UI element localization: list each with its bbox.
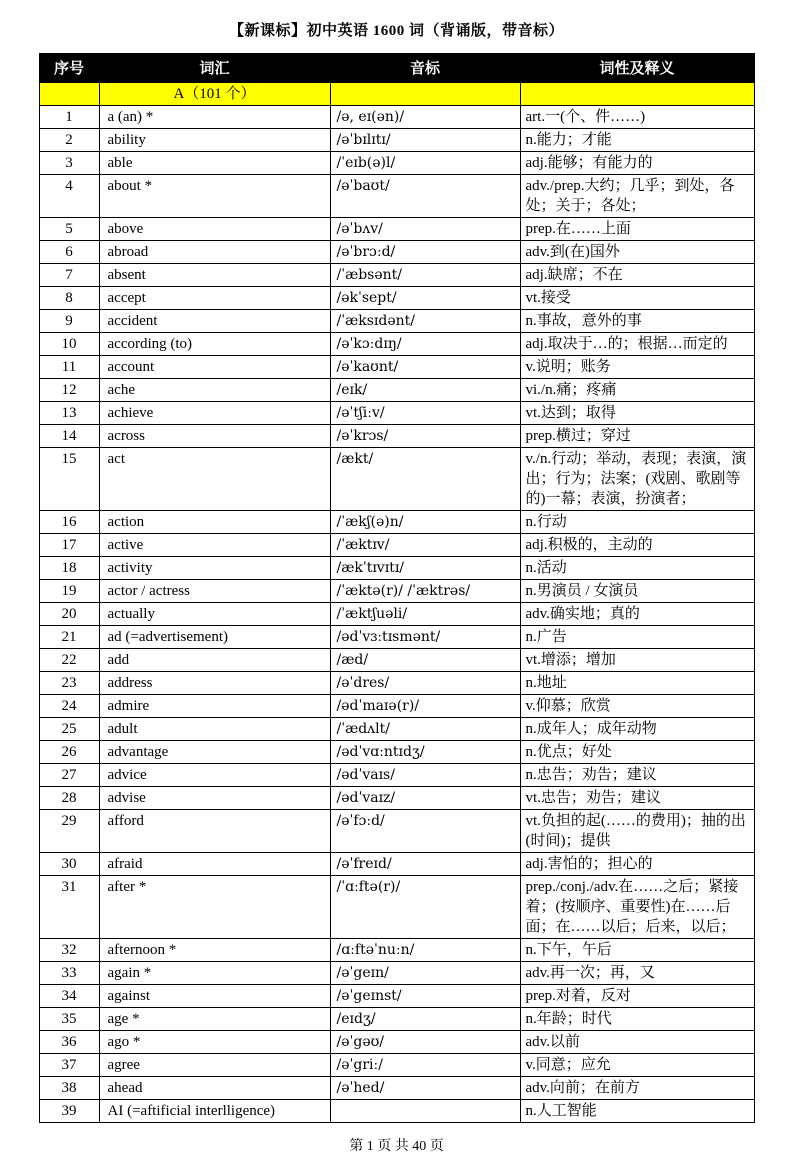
table-row — [39, 448, 754, 511]
cell-no: 21 — [39, 626, 99, 649]
section-label: A（101 个） — [99, 83, 330, 106]
cell-word: activity — [99, 557, 330, 580]
cell-meaning: n.行动 — [520, 511, 754, 534]
cell-no: 8 — [39, 287, 99, 310]
cell-phonetic: /əkˈsept/ — [330, 287, 520, 310]
cell-meaning: adj.缺席；不在 — [520, 264, 754, 287]
cell-phonetic: /əˈfɔːd/ — [330, 810, 520, 853]
cell-no: 32 — [39, 939, 99, 962]
cell-no: 12 — [39, 379, 99, 402]
cell-meaning: prep.在……上面 — [520, 218, 754, 241]
cell-meaning: n.活动 — [520, 557, 754, 580]
cell-meaning: n.能力；才能 — [520, 129, 754, 152]
cell-word: afternoon * — [99, 939, 330, 962]
cell-meaning: vt.达到；取得 — [520, 402, 754, 425]
table-row — [39, 218, 754, 241]
cell-word: admire — [99, 695, 330, 718]
header-cell-word: 词汇 — [99, 54, 330, 83]
table-row — [39, 534, 754, 557]
cell-no: 14 — [39, 425, 99, 448]
cell-no: 18 — [39, 557, 99, 580]
cell-meaning: prep.对着，反对 — [520, 985, 754, 1008]
table-row — [39, 1054, 754, 1077]
cell-word: ad (=advertisement) — [99, 626, 330, 649]
table-row — [39, 175, 754, 218]
cell-meaning: n.下午，午后 — [520, 939, 754, 962]
cell-meaning: n.男演员 / 女演员 — [520, 580, 754, 603]
cell-no: 26 — [39, 741, 99, 764]
cell-meaning: prep./conj./adv.在……之后；紧接着；(按顺序、重要性)在……后面；在……以后；后来，以后； — [520, 876, 754, 939]
table-row — [39, 741, 754, 764]
cell-word: again * — [99, 962, 330, 985]
cell-meaning: v.说明；账务 — [520, 356, 754, 379]
cell-word: actually — [99, 603, 330, 626]
cell-meaning: adv./prep.大约；几乎；到处，各处；关于；各处； — [520, 175, 754, 218]
cell-word: about * — [99, 175, 330, 218]
cell-phonetic: /əˈkaʊnt/ — [330, 356, 520, 379]
cell-word: age * — [99, 1008, 330, 1031]
table-row — [39, 764, 754, 787]
cell-phonetic: /ˈæktʃuəli/ — [330, 603, 520, 626]
cell-word: able — [99, 152, 330, 175]
cell-no: 25 — [39, 718, 99, 741]
header-cell-phonetic: 音标 — [330, 54, 520, 83]
cell-phonetic: /əˈbrɔːd/ — [330, 241, 520, 264]
table-row — [39, 129, 754, 152]
cell-no: 4 — [39, 175, 99, 218]
cell-word: afraid — [99, 853, 330, 876]
cell-meaning: adv.再一次；再，又 — [520, 962, 754, 985]
cell-phonetic: /ækt/ — [330, 448, 520, 511]
cell-word: afford — [99, 810, 330, 853]
cell-no: 29 — [39, 810, 99, 853]
table-row — [39, 810, 754, 853]
table-row — [39, 787, 754, 810]
cell-phonetic: /ədˈmaɪə(r)/ — [330, 695, 520, 718]
cell-meaning: n.地址 — [520, 672, 754, 695]
cell-word: advise — [99, 787, 330, 810]
cell-phonetic: /əˈbɪlɪtɪ/ — [330, 129, 520, 152]
cell-word: advantage — [99, 741, 330, 764]
cell-phonetic: /əˈkrɔs/ — [330, 425, 520, 448]
cell-phonetic: /ˈædʌlt/ — [330, 718, 520, 741]
cell-no: 5 — [39, 218, 99, 241]
cell-word: address — [99, 672, 330, 695]
cell-meaning: adv.以前 — [520, 1031, 754, 1054]
cell-no: 23 — [39, 672, 99, 695]
cell-phonetic: /ˈeɪb(ə)l/ — [330, 152, 520, 175]
cell-word: act — [99, 448, 330, 511]
cell-phonetic: /əˈgriː/ — [330, 1054, 520, 1077]
table-row — [39, 580, 754, 603]
table-row — [39, 718, 754, 741]
table-row — [39, 152, 754, 175]
cell-meaning: n.人工智能 — [520, 1100, 754, 1123]
cell-no: 36 — [39, 1031, 99, 1054]
table-row — [39, 379, 754, 402]
word-table-body — [39, 106, 754, 1123]
cell-meaning: v.仰慕；欣赏 — [520, 695, 754, 718]
table-row — [39, 264, 754, 287]
cell-no: 31 — [39, 876, 99, 939]
cell-word: ache — [99, 379, 330, 402]
header-cell-number: 序号 — [39, 54, 99, 83]
cell-phonetic: /əˈbʌv/ — [330, 218, 520, 241]
cell-phonetic: /ˈæbsənt/ — [330, 264, 520, 287]
cell-meaning: vt.增添；增加 — [520, 649, 754, 672]
cell-phonetic: /əˈgeɪn/ — [330, 962, 520, 985]
cell-word: action — [99, 511, 330, 534]
table-row — [39, 985, 754, 1008]
cell-phonetic: /ə, eɪ(ən)/ — [330, 106, 520, 129]
header-row — [39, 54, 754, 83]
cell-meaning: vt.负担的起(……的费用)；抽的出(时间)；提供 — [520, 810, 754, 853]
table-row — [39, 939, 754, 962]
cell-no: 33 — [39, 962, 99, 985]
cell-phonetic: /ˈæksɪdənt/ — [330, 310, 520, 333]
cell-phonetic: /ˈæktə(r)/ /ˈæktrəs/ — [330, 580, 520, 603]
cell-word: after * — [99, 876, 330, 939]
cell-meaning: n.事故，意外的事 — [520, 310, 754, 333]
cell-phonetic: /eɪk/ — [330, 379, 520, 402]
cell-no: 11 — [39, 356, 99, 379]
cell-phonetic: /æd/ — [330, 649, 520, 672]
table-row — [39, 425, 754, 448]
section-cell-empty — [39, 83, 99, 106]
table-row — [39, 106, 754, 129]
cell-phonetic: /əˈdres/ — [330, 672, 520, 695]
cell-word: ability — [99, 129, 330, 152]
cell-word: achieve — [99, 402, 330, 425]
section-cell-empty — [330, 83, 520, 106]
cell-phonetic: /ədˈvaɪz/ — [330, 787, 520, 810]
cell-no: 39 — [39, 1100, 99, 1123]
cell-meaning: n.优点；好处 — [520, 741, 754, 764]
cell-meaning: adj.取决于…的；根据…而定的 — [520, 333, 754, 356]
cell-phonetic: /eɪdʒ/ — [330, 1008, 520, 1031]
table-row — [39, 853, 754, 876]
cell-word: above — [99, 218, 330, 241]
cell-phonetic: /əˈgəʊ/ — [330, 1031, 520, 1054]
cell-no: 9 — [39, 310, 99, 333]
cell-no: 22 — [39, 649, 99, 672]
cell-word: adult — [99, 718, 330, 741]
table-row — [39, 1077, 754, 1100]
cell-no: 3 — [39, 152, 99, 175]
cell-phonetic: /əˈtʃiːv/ — [330, 402, 520, 425]
cell-phonetic: /əˈkɔːdɪŋ/ — [330, 333, 520, 356]
cell-meaning: art.一(个、件……) — [520, 106, 754, 129]
cell-phonetic — [330, 1100, 520, 1123]
cell-no: 7 — [39, 264, 99, 287]
cell-meaning: n.年龄；时代 — [520, 1008, 754, 1031]
table-row — [39, 649, 754, 672]
cell-meaning: v./n.行动；举动，表现；表演，演出；行为；法案；(戏剧、歌剧等的)一幕；表演，扮演者； — [520, 448, 754, 511]
cell-word: according (to) — [99, 333, 330, 356]
table-row — [39, 511, 754, 534]
cell-meaning: adv.向前；在前方 — [520, 1077, 754, 1100]
cell-no: 1 — [39, 106, 99, 129]
cell-meaning: v.同意；应允 — [520, 1054, 754, 1077]
page-number: 第 1 页 共 40 页 — [349, 1139, 444, 1154]
table-row — [39, 695, 754, 718]
cell-phonetic: /ˈæktɪv/ — [330, 534, 520, 557]
cell-word: across — [99, 425, 330, 448]
table-row — [39, 672, 754, 695]
table-row — [39, 356, 754, 379]
table-row — [39, 962, 754, 985]
cell-phonetic: /ˈækʃ(ə)n/ — [330, 511, 520, 534]
table-row — [39, 402, 754, 425]
table-row — [39, 557, 754, 580]
cell-meaning: vt.忠告；劝告；建议 — [520, 787, 754, 810]
cell-word: abroad — [99, 241, 330, 264]
cell-meaning: adj.能够；有能力的 — [520, 152, 754, 175]
cell-word: add — [99, 649, 330, 672]
cell-word: AI (=aftificial interlligence) — [99, 1100, 330, 1123]
cell-no: 10 — [39, 333, 99, 356]
header-cell-meaning: 词性及释义 — [520, 54, 754, 83]
table-row — [39, 241, 754, 264]
cell-word: ago * — [99, 1031, 330, 1054]
cell-phonetic: /ækˈtɪvɪtɪ/ — [330, 557, 520, 580]
cell-word: account — [99, 356, 330, 379]
cell-phonetic: /ədˈvɑːntɪdʒ/ — [330, 741, 520, 764]
cell-no: 19 — [39, 580, 99, 603]
cell-word: advice — [99, 764, 330, 787]
cell-meaning: adv.确实地；真的 — [520, 603, 754, 626]
table-row — [39, 333, 754, 356]
cell-word: actor / actress — [99, 580, 330, 603]
cell-word: accident — [99, 310, 330, 333]
section-cell-empty — [520, 83, 754, 106]
cell-no: 20 — [39, 603, 99, 626]
page-title: 【新课标】初中英语 1600 词（背诵版，带音标） — [228, 23, 564, 39]
cell-no: 16 — [39, 511, 99, 534]
table-row — [39, 310, 754, 333]
cell-meaning: adj.害怕的；担心的 — [520, 853, 754, 876]
cell-no: 15 — [39, 448, 99, 511]
cell-phonetic: /ədˈvaɪs/ — [330, 764, 520, 787]
cell-no: 30 — [39, 853, 99, 876]
cell-word: accept — [99, 287, 330, 310]
cell-meaning: prep.横过；穿过 — [520, 425, 754, 448]
cell-word: a (an) * — [99, 106, 330, 129]
table-row — [39, 1100, 754, 1123]
cell-word: active — [99, 534, 330, 557]
cell-phonetic: /ɑːftəˈnuːn/ — [330, 939, 520, 962]
cell-no: 37 — [39, 1054, 99, 1077]
cell-meaning: n.忠告；劝告；建议 — [520, 764, 754, 787]
cell-meaning: adj.积极的，主动的 — [520, 534, 754, 557]
cell-no: 38 — [39, 1077, 99, 1100]
cell-no: 35 — [39, 1008, 99, 1031]
cell-no: 13 — [39, 402, 99, 425]
cell-no: 24 — [39, 695, 99, 718]
table-row — [39, 876, 754, 939]
section-row — [39, 83, 754, 106]
cell-phonetic: /əˈgeɪnst/ — [330, 985, 520, 1008]
cell-no: 28 — [39, 787, 99, 810]
cell-no: 6 — [39, 241, 99, 264]
cell-no: 17 — [39, 534, 99, 557]
cell-word: absent — [99, 264, 330, 287]
cell-meaning: vt.接受 — [520, 287, 754, 310]
cell-meaning: vi./n.痛；疼痛 — [520, 379, 754, 402]
cell-meaning: n.成年人；成年动物 — [520, 718, 754, 741]
table-row — [39, 1031, 754, 1054]
table-row — [39, 603, 754, 626]
cell-word: against — [99, 985, 330, 1008]
cell-meaning: adv.到(在)国外 — [520, 241, 754, 264]
cell-phonetic: /ˈɑːftə(r)/ — [330, 876, 520, 939]
cell-word: agree — [99, 1054, 330, 1077]
cell-no: 27 — [39, 764, 99, 787]
cell-no: 34 — [39, 985, 99, 1008]
cell-phonetic: /ədˈvɜːtɪsmənt/ — [330, 626, 520, 649]
table-row — [39, 287, 754, 310]
cell-phonetic: /əˈhed/ — [330, 1077, 520, 1100]
cell-phonetic: /əˈfreɪd/ — [330, 853, 520, 876]
cell-phonetic: /əˈbaʊt/ — [330, 175, 520, 218]
table-row — [39, 1008, 754, 1031]
cell-word: ahead — [99, 1077, 330, 1100]
cell-meaning: n.广告 — [520, 626, 754, 649]
cell-no: 2 — [39, 129, 99, 152]
vocabulary-table — [39, 53, 755, 1123]
table-row — [39, 626, 754, 649]
